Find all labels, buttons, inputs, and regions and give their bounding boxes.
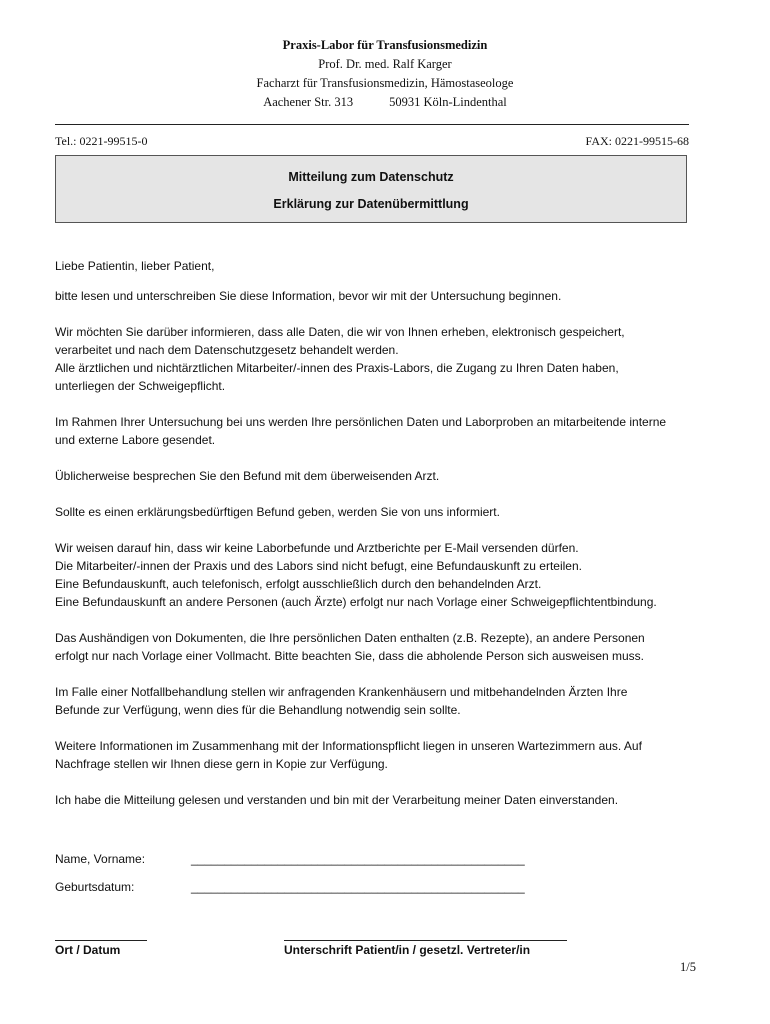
birthdate-field-row [55, 880, 575, 908]
paragraph-line: unterliegen der Schweigepflicht. [55, 379, 226, 393]
paragraph-line: Wir weisen darauf hin, dass wir keine Laborbefunde und Arztberichte per E-Mail versenden dürfen. [55, 541, 579, 555]
letter-body [55, 257, 735, 809]
address [0, 93, 770, 112]
paragraph-9 [55, 737, 735, 773]
phone-number: Tel.: 0221-99515-0 [55, 134, 148, 148]
header-divider [55, 124, 689, 125]
paragraph-7 [55, 629, 735, 665]
place-date-label: Ort / Datum [55, 943, 121, 957]
practice-name: Praxis-Labor für Transfusionsmedizin [282, 38, 488, 52]
place-date-line[interactable] [55, 940, 147, 941]
paragraph-line: Eine Befundauskunft an andere Personen (auch Ärzte) erfolgt nur nach Vorlage einer Schweigepflichtentbindung. [55, 595, 657, 609]
paragraph-line: Sollte es einen erklärungsbedürftigen Befund geben, werden Sie von uns informiert. [55, 505, 500, 519]
paragraph-line: Weitere Informationen im Zusammenhang mit der Informationspflicht liegen in unseren Wartezimmern aus. Auf [55, 739, 642, 753]
contact-line [55, 134, 689, 149]
paragraph-8 [55, 683, 735, 719]
title-line-1: Mitteilung zum Datenschutz [288, 170, 454, 184]
patient-fields [55, 852, 575, 908]
paragraph-3 [55, 413, 735, 449]
paragraph-line: Wir möchten Sie darüber informieren, dass alle Daten, die wir von Ihnen erheben, elektronisch gespeichert, [55, 325, 625, 339]
paragraph-line: und externe Labore gesendet. [55, 433, 216, 447]
page-number: 1/5 [680, 960, 696, 974]
paragraph-2 [55, 323, 735, 395]
paragraph-1 [55, 287, 735, 305]
name-field[interactable]: __________________________________________________ [191, 852, 525, 866]
paragraph-line: Üblicherweise besprechen Sie den Befund mit dem überweisenden Arzt. [55, 469, 440, 483]
paragraph-line: Im Rahmen Ihrer Untersuchung bei uns werden Ihre persönlichen Daten und Laborproben an mitarbeitende interne [55, 415, 667, 429]
paragraph-line: Alle ärztlichen und nichtärztlichen Mitarbeiter/-innen des Praxis-Labors, die Zugang zu Ihren Daten haben, [55, 361, 619, 375]
greeting: Liebe Patientin, lieber Patient, [55, 259, 215, 273]
birthdate-field[interactable]: __________________________________________________ [191, 880, 525, 894]
signature-line[interactable] [284, 940, 567, 941]
paragraph-line: Eine Befundauskunft, auch telefonisch, erfolgt ausschließlich durch den behandelnden Arzt. [55, 577, 542, 591]
paragraph-line: Nachfrage stellen wir Ihnen diese gern in Kopie zur Verfügung. [55, 757, 388, 771]
fax-number: FAX: 0221-99515-68 [585, 134, 689, 148]
paragraph-line: erfolgt nur nach Vorlage einer Vollmacht. Bitte beachten Sie, dass die abholende Person sich ausweisen muss. [55, 649, 645, 663]
consent-statement [55, 791, 735, 809]
letterhead [0, 36, 770, 112]
name-field-row [55, 852, 575, 880]
name-label: Name, Vorname: [55, 852, 146, 866]
paragraph-line: verarbeitet und nach dem Datenschutzgesetz behandelt werden. [55, 343, 399, 357]
signature-label: Unterschrift Patient/in / gesetzl. Vertreter/in [284, 943, 531, 957]
street: Aachener Str. 313 [263, 95, 354, 109]
birthdate-label: Geburtsdatum: [55, 880, 135, 894]
city: 50931 Köln-Lindenthal [389, 95, 507, 109]
paragraph-line: Befunde zur Verfügung, wenn dies für die Behandlung notwendig sein sollte. [55, 703, 461, 717]
paragraph-6 [55, 539, 735, 611]
paragraph-line: Die Mitarbeiter/-innen der Praxis und des Labors sind nicht befugt, eine Befundauskunft zu erteilen. [55, 559, 582, 573]
title-line-2: Erklärung zur Datenübermittlung [273, 197, 469, 211]
doctor-name: Prof. Dr. med. Ralf Karger [318, 57, 452, 71]
paragraph-5 [55, 503, 735, 521]
paragraph-line: Ich habe die Mitteilung gelesen und verstanden und bin mit der Verarbeitung meiner Daten einverstanden. [55, 793, 619, 807]
doctor-specialty: Facharzt für Transfusionsmedizin, Hämostaseologe [256, 76, 514, 90]
paragraph-line: Das Aushändigen von Dokumenten, die Ihre persönlichen Daten enthalten (z.B. Rezepte), an andere Personen [55, 631, 645, 645]
paragraph-4 [55, 467, 735, 485]
paragraph-line: bitte lesen und unterschreiben Sie diese Information, bevor wir mit der Untersuchung beginnen. [55, 289, 562, 303]
paragraph-line: Im Falle einer Notfallbehandlung stellen wir anfragenden Krankenhäusern und mitbehandelnden Ärzten Ihre [55, 685, 628, 699]
title-box [55, 155, 687, 223]
